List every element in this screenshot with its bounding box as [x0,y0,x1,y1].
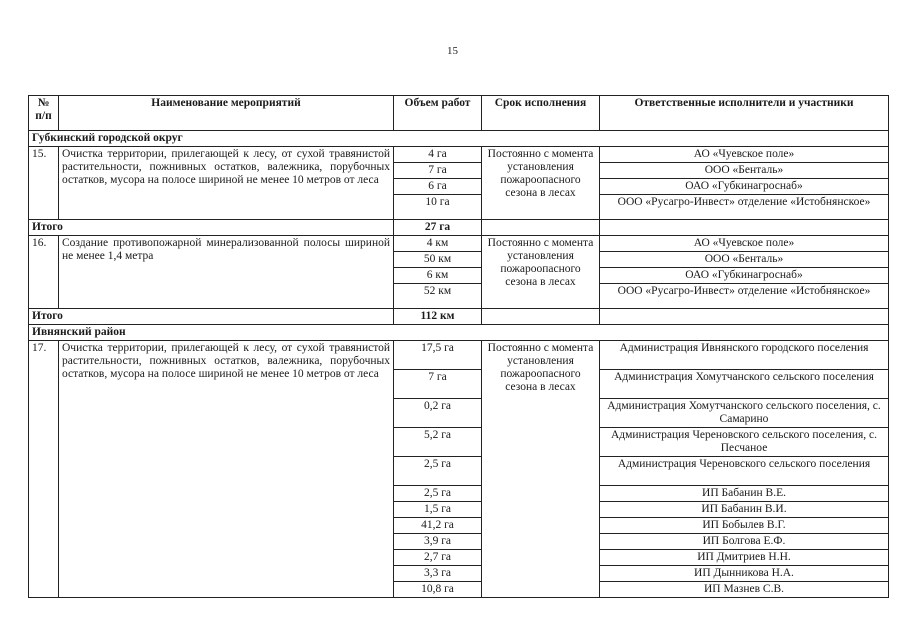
volume-cell: 10,8 га [394,582,482,598]
responsible-cell: ООО «Бенталь» [600,252,889,268]
responsible-cell: Администрация Череновского сельского поселения [600,457,889,486]
item-description: Очистка территории, прилегающей к лесу, от сухой травянистой растительности, пожнивных остатков, валежника, порубочных остатков, мусора на полосе шириной не менее 10 метров от леса [59,341,394,598]
deadline-cell: Постоянно с момента установления пожароопасного сезона в лесах [482,341,600,598]
volume-cell: 10 га [394,195,482,220]
volume-cell: 3,3 га [394,566,482,582]
item-description: Создание противопожарной минерализованной полосы шириной не менее 1,4 метра [59,236,394,309]
item-number: 17. [29,341,59,598]
volume-cell: 52 км [394,284,482,309]
total-label: Итого [29,220,394,236]
volume-cell: 50 км [394,252,482,268]
volume-cell: 7 га [394,163,482,179]
col-deadline-header: Срок исполнения [482,96,600,131]
section-title: Ивнянский район [29,325,889,341]
responsible-cell: Администрация Череновского сельского поселения, с. Песчаное [600,428,889,457]
responsible-cell: ИП Бабанин В.Е. [600,486,889,502]
table-row [29,236,889,252]
volume-cell: 5,2 га [394,428,482,457]
events-table [28,95,889,598]
total-value: 27 га [394,220,482,236]
volume-cell: 7 га [394,370,482,399]
volume-cell: 17,5 га [394,341,482,370]
page-number: 15 [447,45,458,57]
responsible-cell: ООО «Бенталь» [600,163,889,179]
col-name-header: Наименование мероприятий [59,96,394,131]
deadline-cell: Постоянно с момента установления пожароопасного сезона в лесах [482,236,600,309]
responsible-cell: ИП Бобылев В.Г. [600,518,889,534]
header-row [29,96,889,131]
deadline-cell: Постоянно с момента установления пожароопасного сезона в лесах [482,147,600,220]
responsible-cell: ИП Дмитриев Н.Н. [600,550,889,566]
volume-cell: 0,2 га [394,399,482,428]
item-description: Очистка территории, прилегающей к лесу, от сухой травянистой растительности, пожнивных остатков, валежника, порубочных остатков, мусора на полосе шириной не менее 10 метров от леса [59,147,394,220]
responsible-cell: ОАО «Губкинагроснаб» [600,268,889,284]
responsible-cell: АО «Чуевское поле» [600,236,889,252]
volume-cell: 41,2 га [394,518,482,534]
col-num-header: № п/п [29,96,59,131]
responsible-cell: Администрация Хомутчанского сельского поселения [600,370,889,399]
item-number: 15. [29,147,59,220]
volume-cell: 2,5 га [394,486,482,502]
col-volume-header: Объем работ [394,96,482,131]
total-row [29,220,889,236]
volume-cell: 1,5 га [394,502,482,518]
section-row [29,131,889,147]
section-title: Губкинский городской округ [29,131,889,147]
table-row [29,147,889,163]
volume-cell: 2,5 га [394,457,482,486]
col-responsible-header: Ответственные исполнители и участники [600,96,889,131]
responsible-cell: ИП Мазнев С.В. [600,582,889,598]
responsible-cell: ИП Дынникова Н.А. [600,566,889,582]
total-row [29,309,889,325]
volume-cell: 6 км [394,268,482,284]
table-row [29,341,889,370]
volume-cell: 4 км [394,236,482,252]
responsible-cell: ООО «Русагро-Инвест» отделение «Истобнянское» [600,195,889,220]
total-label: Итого [29,309,394,325]
responsible-cell: ИП Болгова Е.Ф. [600,534,889,550]
item-number: 16. [29,236,59,309]
total-value: 112 км [394,309,482,325]
volume-cell: 2,7 га [394,550,482,566]
responsible-cell: ИП Бабанин В.И. [600,502,889,518]
responsible-cell: ООО «Русагро-Инвест» отделение «Истобнянское» [600,284,889,309]
responsible-cell: Администрация Хомутчанского сельского поселения, с. Самарино [600,399,889,428]
volume-cell: 4 га [394,147,482,163]
responsible-cell: Администрация Ивнянского городского поселения [600,341,889,370]
volume-cell: 3,9 га [394,534,482,550]
responsible-cell: ОАО «Губкинагроснаб» [600,179,889,195]
section-row [29,325,889,341]
responsible-cell: АО «Чуевское поле» [600,147,889,163]
volume-cell: 6 га [394,179,482,195]
